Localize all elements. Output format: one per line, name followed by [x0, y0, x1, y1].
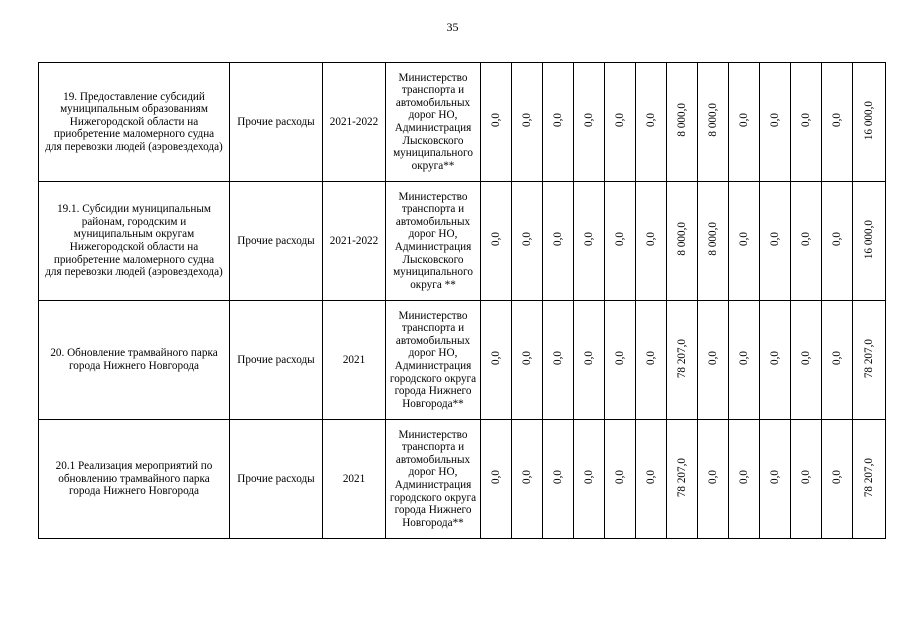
table-row [39, 63, 886, 182]
value: 0,0 [552, 232, 564, 247]
value-cell [512, 63, 543, 182]
value-cell [512, 420, 543, 539]
value: 8 000,0 [676, 103, 688, 137]
value-cell [822, 420, 853, 539]
total-cell [853, 63, 886, 182]
value: 0,0 [800, 113, 812, 128]
value: 0,0 [707, 470, 719, 485]
value-cell [605, 420, 636, 539]
value: 0,0 [800, 351, 812, 366]
value: 0,0 [738, 232, 750, 247]
value-cell [667, 420, 698, 539]
executor-cell [386, 63, 481, 182]
value-cell [822, 63, 853, 182]
executor: Министерство транспорта и автомобильных дорог НО, Администрация Лысковского муниципального округа ** [393, 190, 473, 291]
total-cell [853, 420, 886, 539]
value: 0,0 [490, 351, 502, 366]
value-cell [667, 63, 698, 182]
value-cell [543, 182, 574, 301]
value-cell [698, 301, 729, 420]
value: 78 207,0 [676, 457, 688, 497]
value: 0,0 [614, 232, 626, 247]
period: 2021 [342, 472, 366, 485]
value: 0,0 [831, 351, 843, 366]
value: 0,0 [583, 470, 595, 485]
value: 0,0 [800, 232, 812, 247]
value: 0,0 [583, 232, 595, 247]
value: 0,0 [645, 232, 657, 247]
value: 0,0 [831, 470, 843, 485]
value-cell [760, 301, 791, 420]
table-row [39, 420, 886, 539]
value-cell [574, 301, 605, 420]
period-cell [323, 63, 386, 182]
value: 0,0 [490, 232, 502, 247]
value-cell [791, 182, 822, 301]
total-value: 16 000,0 [863, 219, 875, 259]
value: 0,0 [769, 470, 781, 485]
value-cell [605, 63, 636, 182]
value: 0,0 [552, 113, 564, 128]
expense-type-cell [230, 182, 323, 301]
value: 0,0 [521, 470, 533, 485]
period: 2021 [342, 353, 366, 366]
executor-cell [386, 182, 481, 301]
executor: Министерство транспорта и автомобильных дорог НО, Администрация городского округа города Нижнего Новгорода** [389, 309, 477, 410]
expense-type: Прочие расходы [237, 353, 315, 366]
measure-name-cell [39, 182, 230, 301]
value-cell [636, 63, 667, 182]
value-cell [574, 63, 605, 182]
value: 0,0 [769, 232, 781, 247]
value-cell [822, 182, 853, 301]
total-value: 78 207,0 [863, 338, 875, 378]
value-cell [698, 182, 729, 301]
value-cell [636, 420, 667, 539]
value: 0,0 [769, 351, 781, 366]
value-cell [822, 301, 853, 420]
period-cell [323, 182, 386, 301]
value-cell [791, 301, 822, 420]
value: 0,0 [521, 232, 533, 247]
value-cell [543, 301, 574, 420]
value: 78 207,0 [676, 338, 688, 378]
value: 0,0 [552, 351, 564, 366]
value-cell [760, 63, 791, 182]
expense-type: Прочие расходы [237, 234, 315, 247]
value: 0,0 [645, 470, 657, 485]
expense-type-cell [230, 420, 323, 539]
measure-name: 20. Обновление трамвайного парка города Нижнего Новгорода [50, 347, 218, 372]
value: 0,0 [490, 470, 502, 485]
value-cell [543, 63, 574, 182]
executor: Министерство транспорта и автомобильных дорог НО, Администрация городского округа города Нижнего Новгорода** [389, 428, 477, 529]
value-cell [760, 420, 791, 539]
executor-cell [386, 301, 481, 420]
value-cell [698, 420, 729, 539]
measure-name-cell [39, 301, 230, 420]
value-cell [698, 63, 729, 182]
expense-type-cell [230, 301, 323, 420]
executor: Министерство транспорта и автомобильных дорог НО, Администрация Лысковского муниципального округа** [393, 71, 473, 172]
value: 0,0 [583, 113, 595, 128]
total-value: 78 207,0 [863, 457, 875, 497]
value-cell [636, 301, 667, 420]
total-cell [853, 182, 886, 301]
value: 0,0 [614, 113, 626, 128]
value: 0,0 [707, 351, 719, 366]
value-cell [481, 182, 512, 301]
value: 0,0 [614, 351, 626, 366]
value-cell [543, 420, 574, 539]
measure-name-cell [39, 420, 230, 539]
page-number: 35 [446, 20, 459, 34]
value-cell [729, 301, 760, 420]
period: 2021-2022 [329, 115, 379, 128]
value: 0,0 [552, 470, 564, 485]
value-cell [760, 182, 791, 301]
total-value: 16 000,0 [863, 100, 875, 140]
value: 0,0 [614, 470, 626, 485]
value-cell [481, 420, 512, 539]
value: 8 000,0 [707, 103, 719, 137]
total-cell [853, 301, 886, 420]
value: 0,0 [769, 113, 781, 128]
value: 0,0 [738, 351, 750, 366]
value: 0,0 [645, 113, 657, 128]
period: 2021-2022 [329, 234, 379, 247]
value: 8 000,0 [676, 222, 688, 256]
value: 0,0 [521, 351, 533, 366]
value-cell [605, 182, 636, 301]
value: 8 000,0 [707, 222, 719, 256]
table-row [39, 182, 886, 301]
executor-cell [386, 420, 481, 539]
expense-type-cell [230, 63, 323, 182]
value-cell [574, 420, 605, 539]
value-cell [667, 182, 698, 301]
value-cell [729, 420, 760, 539]
value-cell [512, 301, 543, 420]
value: 0,0 [738, 113, 750, 128]
value-cell [605, 301, 636, 420]
expense-type: Прочие расходы [237, 472, 315, 485]
expense-type: Прочие расходы [237, 115, 315, 128]
value-cell [481, 63, 512, 182]
value-cell [481, 301, 512, 420]
value: 0,0 [583, 351, 595, 366]
measure-name: 19. Предоставление субсидий муниципальным образованиям Нижегородской области на приобретение маломерного судна для перевозки людей (аэровездехода) [45, 90, 223, 153]
period-cell [323, 301, 386, 420]
value: 0,0 [831, 113, 843, 128]
value-cell [667, 301, 698, 420]
value-cell [512, 182, 543, 301]
value-cell [636, 182, 667, 301]
value: 0,0 [490, 113, 502, 128]
value: 0,0 [645, 351, 657, 366]
value: 0,0 [831, 232, 843, 247]
value: 0,0 [800, 470, 812, 485]
value-cell [729, 182, 760, 301]
period-cell [323, 420, 386, 539]
budget-table [38, 62, 886, 539]
value: 0,0 [521, 113, 533, 128]
budget-table-body [39, 63, 886, 539]
measure-name: 19.1. Субсидии муниципальным районам, городским и муниципальным округам Нижегородской области на приобретение маломерного судна для перевозки людей (аэровездехода) [45, 203, 223, 279]
value-cell [791, 63, 822, 182]
value-cell [791, 420, 822, 539]
value: 0,0 [738, 470, 750, 485]
measure-name-cell [39, 63, 230, 182]
value-cell [729, 63, 760, 182]
value-cell [574, 182, 605, 301]
table-row [39, 301, 886, 420]
measure-name: 20.1 Реализация мероприятий по обновлению трамвайного парка города Нижнего Новгорода [55, 460, 213, 498]
